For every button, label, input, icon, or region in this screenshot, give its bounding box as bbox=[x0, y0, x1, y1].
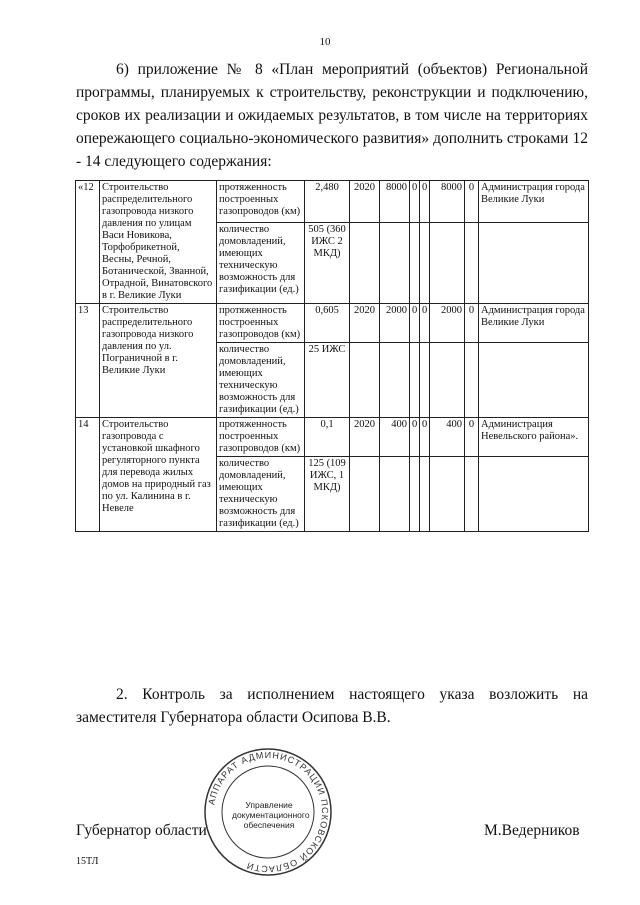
empty-cell bbox=[350, 343, 380, 418]
amount-cell: 400 bbox=[430, 418, 465, 457]
value-length-cell: 0,1 bbox=[305, 418, 350, 457]
empty-cell bbox=[350, 223, 380, 304]
zero-cell: 0 bbox=[410, 181, 420, 223]
signature-title: Губернатор области bbox=[76, 822, 207, 839]
stamp-inner-text: Управление документационного обеспечения bbox=[232, 800, 310, 830]
empty-cell bbox=[420, 223, 430, 304]
zero-cell: 0 bbox=[420, 304, 430, 343]
zero-cell: 0 bbox=[420, 181, 430, 223]
empty-cell bbox=[350, 457, 380, 532]
plan-table bbox=[75, 180, 589, 532]
project-name-cell: Строительство распределительного газопровода низкого давления по ул. Пограничной в г. Великие Луки bbox=[100, 304, 217, 418]
zero-cell: 0 bbox=[465, 418, 479, 457]
table-row bbox=[76, 304, 589, 343]
indicator-households-cell: количество домовладений, имеющих техническую возможность для газификации (ед.) bbox=[217, 343, 305, 418]
empty-cell bbox=[380, 223, 410, 304]
project-name-cell: Строительство распределительного газопровода низкого давления по улицам Васи Новикова, Торфобрикетной, Весны, Речной, Ботанической, Званной, Отрадной, Винатовского в г. Великие Луки bbox=[100, 181, 217, 304]
empty-cell bbox=[420, 457, 430, 532]
amount-cell: 8000 bbox=[430, 181, 465, 223]
year-cell: 2020 bbox=[350, 418, 380, 457]
empty-cell bbox=[410, 457, 420, 532]
stamp-ring-text: АППАРАТ АДМИНИСТРАЦИИ ПСКОВСКОЙ ОБЛАСТИ bbox=[206, 749, 331, 875]
indicator-households-cell: количество домовладений, имеющих техническую возможность для газификации (ед.) bbox=[217, 457, 305, 532]
executor-cell: Администрация города Великие Луки bbox=[479, 181, 589, 223]
empty-cell bbox=[479, 343, 589, 418]
value-households-cell: 505 (360 ИЖС 2 МКД) bbox=[305, 223, 350, 304]
empty-cell bbox=[430, 223, 465, 304]
zero-cell: 0 bbox=[410, 418, 420, 457]
empty-cell bbox=[380, 457, 410, 532]
executor-cell: Администрация города Великие Луки bbox=[479, 304, 589, 343]
row-number-cell: «12 bbox=[76, 181, 100, 304]
row-number-cell: 14 bbox=[76, 418, 100, 532]
empty-cell bbox=[479, 457, 589, 532]
project-name-cell: Строительство газопровода с установкой шкафного регуляторного пункта для перевода жилых домов на природный газ по ул. Калинина в г. Невеле bbox=[100, 418, 217, 532]
value-length-cell: 2,480 bbox=[305, 181, 350, 223]
amount-cell: 2000 bbox=[430, 304, 465, 343]
zero-cell: 0 bbox=[465, 304, 479, 343]
empty-cell bbox=[465, 457, 479, 532]
year-cell: 2020 bbox=[350, 304, 380, 343]
signature-name: М.Ведерников bbox=[484, 822, 580, 839]
total-funding-cell: 2000 bbox=[380, 304, 410, 343]
page-number: 10 bbox=[319, 36, 331, 48]
value-length-cell: 0,605 bbox=[305, 304, 350, 343]
indicator-length-cell: протяженность построенных газопроводов (км) bbox=[217, 181, 305, 223]
zero-cell: 0 bbox=[420, 418, 430, 457]
empty-cell bbox=[410, 343, 420, 418]
zero-cell: 0 bbox=[465, 181, 479, 223]
executor-cell: Администрация Невельского района». bbox=[479, 418, 589, 457]
indicator-length-cell: протяженность построенных газопроводов (км) bbox=[217, 304, 305, 343]
point-2-paragraph: 2. Контроль за исполнением настоящего указа возложить на заместителя Губернатора области Осипова В.В. bbox=[76, 686, 588, 726]
value-households-cell: 25 ИЖС bbox=[305, 343, 350, 418]
empty-cell bbox=[430, 343, 465, 418]
empty-cell bbox=[420, 343, 430, 418]
zero-cell: 0 bbox=[410, 304, 420, 343]
indicator-length-cell: протяженность построенных газопроводов (км) bbox=[217, 418, 305, 457]
value-households-cell: 125 (109 ИЖС, 1 МКД) bbox=[305, 457, 350, 532]
year-cell: 2020 bbox=[350, 181, 380, 223]
total-funding-cell: 8000 bbox=[380, 181, 410, 223]
table-row bbox=[76, 181, 589, 223]
row-number-cell: 13 bbox=[76, 304, 100, 418]
empty-cell bbox=[430, 457, 465, 532]
plan-table-body bbox=[76, 181, 589, 532]
empty-cell bbox=[465, 343, 479, 418]
document-code: 15ТЛ bbox=[76, 856, 99, 867]
empty-cell bbox=[479, 223, 589, 304]
empty-cell bbox=[380, 343, 410, 418]
table-row bbox=[76, 418, 589, 457]
empty-cell bbox=[410, 223, 420, 304]
total-funding-cell: 400 bbox=[380, 418, 410, 457]
intro-paragraph: 6) приложение № 8 «План мероприятий (объектов) Региональной программы, планируемых к строительству, реконструкции и подключению, сроков их реализации и ожидаемых результатов, в том числе на территориях опережающего социально-экономического развития» дополнить строками 12 - 14 следующего содержания: bbox=[76, 61, 588, 170]
empty-cell bbox=[465, 223, 479, 304]
indicator-households-cell: количество домовладений, имеющих техническую возможность для газификации (ед.) bbox=[217, 223, 305, 304]
